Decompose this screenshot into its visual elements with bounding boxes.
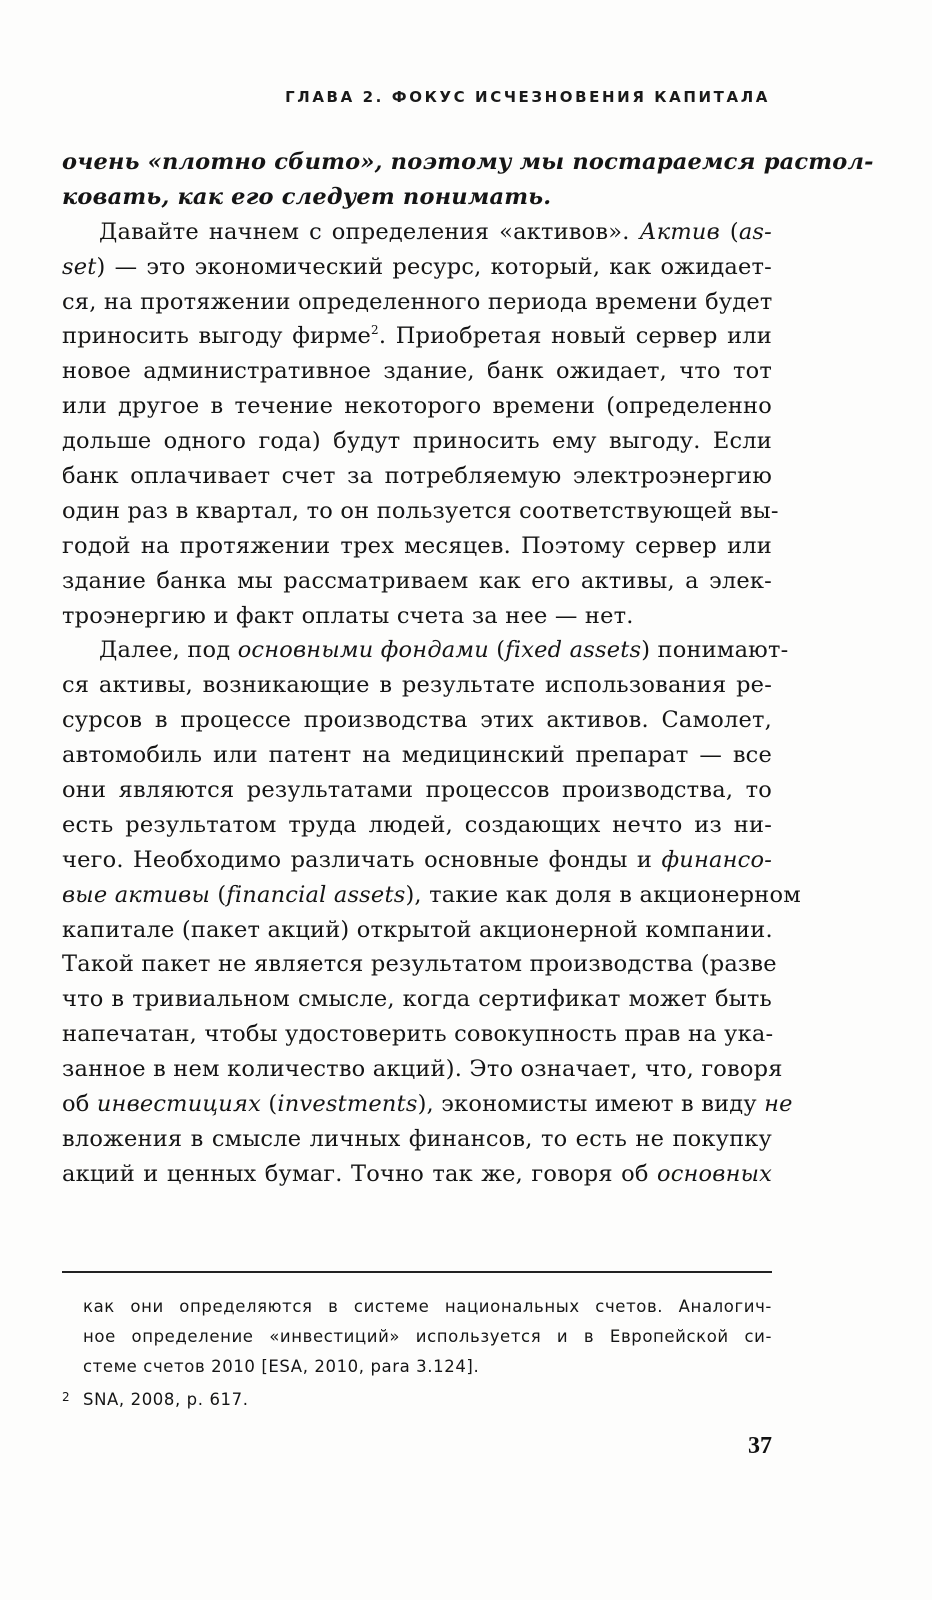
text-line: новое административное здание, банк ожидает, что тот [62, 358, 772, 385]
text-line [62, 633, 789, 668]
footnote-line: как они определяются в системе национальных счетов. Аналогич- [83, 1297, 772, 1316]
footnote-line: стеме счетов 2010 [ESA, 2010, para 3.124]. [83, 1357, 480, 1376]
text-line: ковать, как его следует понимать. [62, 183, 552, 210]
term-investments: investments [277, 1091, 418, 1118]
text-segment: Далее, под [99, 637, 238, 664]
text-line: или другое в течение некоторого времени (определенно [62, 393, 772, 420]
term-asset-cont: set [62, 253, 97, 280]
term-finansovye-aktivy: вые активы [62, 881, 210, 908]
term-asset: as- [738, 218, 772, 245]
text-segment: акций и ценных бумаг. Точно так же, говоря об [62, 1160, 657, 1187]
text-segment: ), экономисты имеют в виду [417, 1091, 765, 1118]
text-line [62, 1157, 772, 1192]
text-line [62, 1087, 793, 1122]
text-line [62, 878, 801, 913]
footnote-number: 2 [62, 1390, 71, 1404]
text-line: есть результатом труда людей, создающих нечто из ни- [62, 811, 772, 838]
emphasis-ne: не [764, 1091, 793, 1118]
footnotes [62, 1292, 772, 1412]
text-line [62, 215, 772, 250]
text-segment: приносить выгоду фирме [62, 323, 372, 350]
page-number: 37 [748, 1433, 772, 1459]
text-line: Такой пакет не является результатом производства (разве [62, 951, 777, 978]
term-aktiv: Актив [639, 218, 720, 245]
term-finansovye: финансо- [661, 846, 772, 873]
text-line: вложения в смысле личных финансов, то есть не покупку [62, 1125, 772, 1152]
text-line: ся, на протяжении определенного периода времени будет [62, 288, 773, 315]
text-segment: ( [719, 218, 739, 245]
text-line [62, 319, 772, 354]
text-line [62, 843, 772, 878]
text-segment: чего. Необходимо различать основные фонды и [62, 846, 662, 873]
term-financial-assets: financial assets [226, 881, 406, 908]
term-osnovnyh: основных [656, 1160, 772, 1187]
running-head: ГЛАВА 2. ФОКУС ИСЧЕЗНОВЕНИЯ КАПИТАЛА [285, 88, 770, 106]
text-segment: об [62, 1091, 97, 1118]
text-segment: . Приобретая новый сервер или [378, 323, 772, 350]
term-osnovnye-fondy: основными фондами [237, 637, 489, 664]
text-line: здание банка мы рассматриваем как его активы, а элек- [62, 567, 772, 594]
text-segment: ( [261, 1091, 278, 1118]
text-line: дольше одного года) будут приносить ему выгоду. Если [62, 428, 772, 455]
text-line: занное в нем количество акций). Это означает, что, говоря [62, 1056, 783, 1083]
term-fixed-assets: fixed assets [505, 637, 642, 664]
text-line [62, 250, 772, 285]
text-line: банк оплачивает счет за потребляемую электроэнергию [62, 463, 772, 490]
text-line: автомобиль или патент на медицинский препарат — все [62, 742, 772, 769]
term-investicii: инвестициях [96, 1091, 261, 1118]
text-line: напечатан, чтобы удостоверить совокупность прав на ука- [62, 1021, 774, 1048]
footnote-2 [62, 1382, 772, 1412]
text-line: троэнергию и факт оплаты счета за нее — нет. [62, 602, 634, 629]
text-line: очень «плотно сбито», поэтому мы постараемся растол- [62, 149, 874, 175]
text-line: что в тривиальном смысле, когда сертификат может быть [62, 986, 772, 1013]
footnote-line: ное определение «инвестиций» используется и в Европейской си- [83, 1327, 772, 1346]
footnote-ref-2[interactable]: 2 [371, 323, 379, 338]
text-line: годой на протяжении трех месяцев. Поэтому сервер или [62, 532, 772, 559]
text-line: капитале (пакет акций) открытой акционерной компании. [62, 916, 773, 943]
text-segment: ) понимают- [641, 637, 789, 664]
text-segment: ( [210, 881, 227, 908]
text-segment: ( [488, 637, 506, 664]
text-line: один раз в квартал, то он пользуется соответствующей вы- [62, 497, 779, 524]
text-line: сурсов в процессе производства этих активов. Самолет, [62, 707, 772, 734]
text-line: они являются результатами процессов производства, то [62, 777, 772, 804]
text-line: ся активы, возникающие в результате использования ре- [62, 672, 772, 699]
body-text [62, 145, 874, 1192]
text-segment: ) — это экономический ресурс, который, как ожидает- [96, 253, 772, 280]
footnote-text: SNA, 2008, p. 617. [83, 1390, 249, 1409]
text-segment: ), такие как доля в акционерном [405, 881, 801, 908]
text-segment: Давайте начнем с определения «активов». [99, 218, 640, 245]
footnote-divider [62, 1271, 772, 1273]
